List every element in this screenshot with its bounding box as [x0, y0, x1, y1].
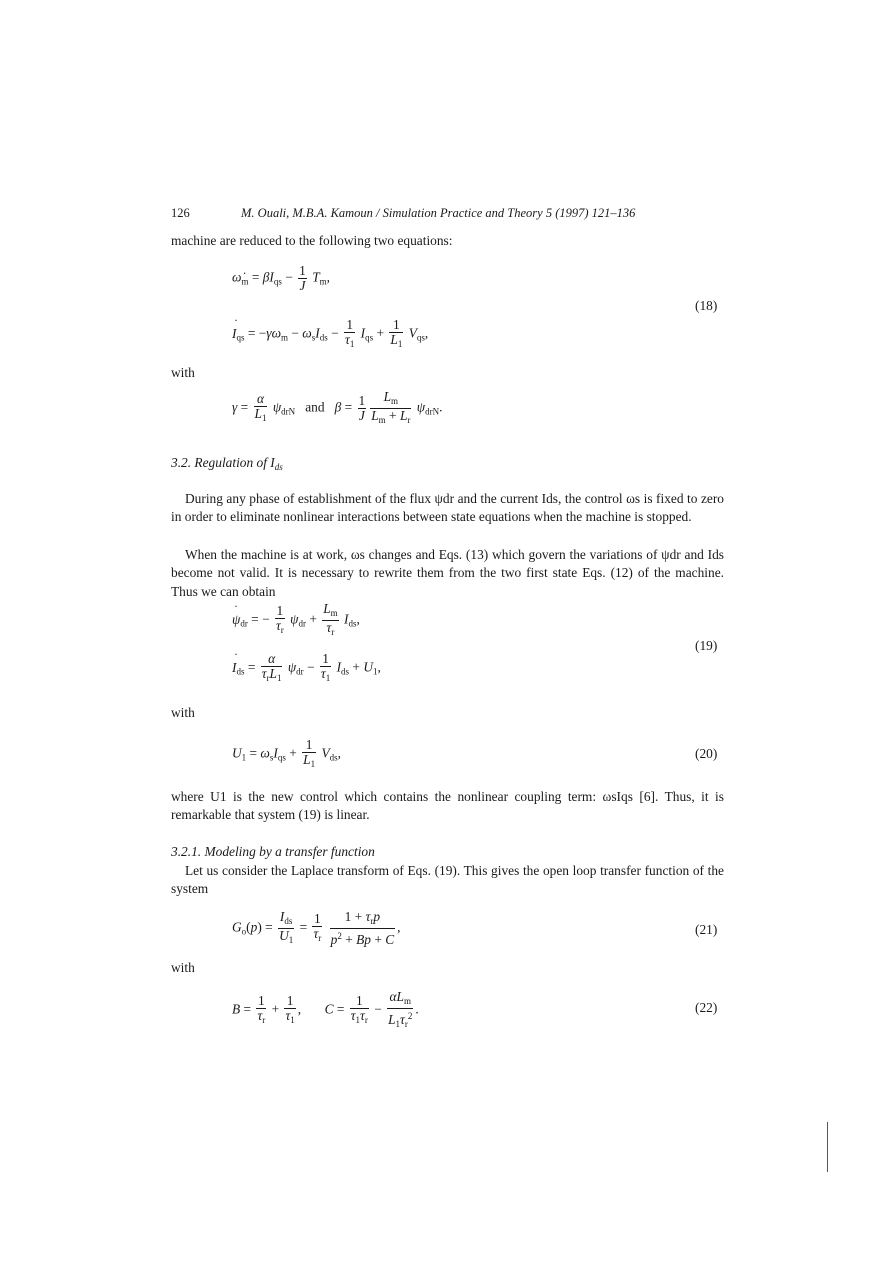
equation-gamma-beta: γ = $\frac{\alpha}{L_1}$ $\psi_{drN}$ and β = $\frac{1}{J}$ $\frac{L_m}{L_m + L_r}$ $\psi_{drN}$.: [232, 389, 443, 425]
with-text-1: with: [171, 365, 195, 380]
with-text-2: with: [171, 705, 195, 720]
equation-19-line-1: ˙ $\psi_{dr}$ = − $\frac{1}{\tau_r}$ $\psi_{dr}$ + $\frac{L_m}{\tau_r}$ $I_{ds}$,: [232, 602, 360, 639]
running-title: M. Ouali, M.B.A. Kamoun / Simulation Practice and Theory 5 (1997) 121–136: [241, 206, 636, 220]
equation-18-line-2: ˙ $I_{qs} = -\gamma\omega_m - \omega_sI_{ds}$ − $\frac{1}{\tau_1}$ $I_{qs}$ + $\frac{1}{L_1}$ $V_{qs}$,: [232, 318, 428, 351]
with-text-3: with: [171, 960, 195, 975]
equation-number-21: (21): [695, 922, 718, 937]
equation-number-20: (20): [695, 746, 718, 761]
margin-rule: [827, 1122, 828, 1172]
equation-number-19: (19): [695, 638, 718, 653]
equation-20: $U_1 = \omega_sI_{qs}$ + $\frac{1}{L_1}$ $V_{ds}$,: [232, 737, 342, 769]
equation-22: B = $\frac{1}{\tau_r}$ + $\frac{1}{\tau_1}$ , C = $\frac{1}{\tau_1\tau_r}$ − $\frac{\alpha L_m}{L_1\tau_r^2}$ .: [232, 989, 419, 1029]
section-heading-3-2-1: 3.2.1. Modeling by a transfer function: [171, 844, 375, 859]
intro-text: machine are reduced to the following two equations:: [171, 233, 453, 248]
equation-number-18: (18): [695, 298, 718, 313]
page-number: 126: [171, 206, 190, 220]
paragraph-4: Let us consider the Laplace transform of Eqs. (19). This gives the open loop transfer function of the system: [171, 863, 724, 897]
running-header: [171, 206, 635, 221]
paragraph-1: During any phase of establishment of the flux ψdr and the current Ids, the control ωs is fixed to zero in order to eliminate nonlinear interactions between state equations when the machine is stopped.: [171, 491, 724, 525]
equation-number-22: (22): [695, 1000, 718, 1015]
equation-19-line-2: ˙ $I_{ds}$ = $\frac{\alpha}{\tau_rL_1}$ $\psi_{dr}$ − $\frac{1}{\tau_1}$ $I_{ds} + U_1$,: [232, 652, 381, 685]
paragraph-2: When the machine is at work, ωs changes and Eqs. (13) which govern the variations of ψdr and Ids become not valid. It is necessary to rewrite them from the two first state Eqs. (12) of the machine. Thus we can obtain: [171, 547, 724, 599]
paragraph-3: where U1 is the new control which contains the nonlinear coupling term: ωsIqs [6]. Thus, it is remarkable that system (19) is linear.: [171, 789, 724, 823]
section-heading-3-2: 3.2. Regulation of $I_{ds}$: [171, 455, 283, 472]
equation-18-line-1: $\omegȧ_m = \beta I_{qs}$ − $\frac{1}{J}$ $T_m$,: [232, 263, 331, 293]
equation-21: $G_o(p)$ = $\frac{I_{ds}}{U_1}$ = $\frac{1}{\tau_r}$ $\frac{1 + \tau_rp}{p^2 + Bp + C}$ ,: [232, 909, 401, 947]
